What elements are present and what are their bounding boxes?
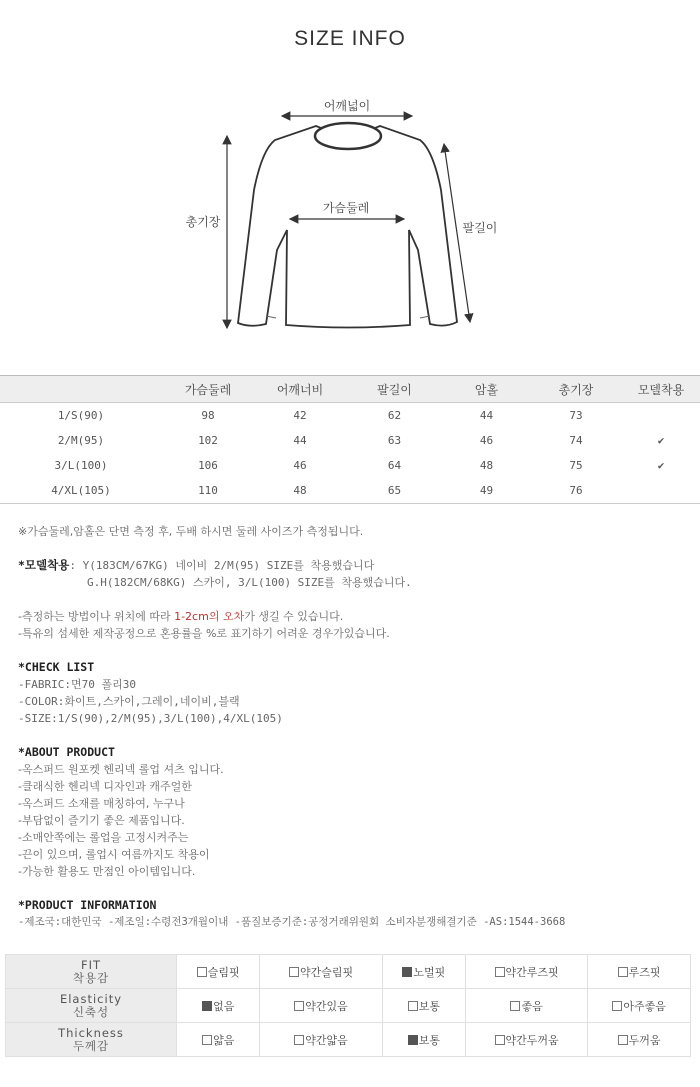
cell-shoulder: 42 <box>293 409 307 422</box>
cell-sleeve: 65 <box>346 478 443 504</box>
elasticity-option-label: 약간있음 <box>305 999 348 1013</box>
list-item: -클래식한 헨리넥 디자인과 캐주얼한 <box>18 780 192 793</box>
elasticity-option-label: 좋음 <box>521 999 543 1013</box>
checkbox-icon <box>495 1035 505 1045</box>
thickness-option-label: 얇음 <box>213 1033 235 1047</box>
error-note-post: 가 생길 수 있습니다. <box>244 610 344 623</box>
table-row <box>0 478 700 504</box>
checkbox-icon <box>618 967 628 977</box>
thickness-option-label: 약간두꺼움 <box>505 1033 559 1047</box>
fit-option <box>260 955 382 989</box>
cell-sleeve: 64 <box>387 459 402 472</box>
cell-length: 76 <box>530 478 622 504</box>
mix-note: -특유의 섬세한 제작공정으로 혼용률을 %로 표기하기 어려운 경우가있습니다. <box>18 627 390 640</box>
list-item: -부담없이 즐기기 좋은 제품입니다. <box>18 814 185 827</box>
cell-size: 2/M(95) <box>57 434 105 447</box>
model-line-2: G.H(182CM/68KG) 스카이, 3/L(100) SIZE를 착용했습니다. <box>87 576 412 589</box>
fit-option-label: 슬림핏 <box>207 965 240 979</box>
cell-shoulder: 46 <box>293 459 307 472</box>
cell-length: 73 <box>569 409 583 422</box>
measure-note: ※가슴둘레,암홀은 단면 측정 후, 두배 하시면 둘레 사이즈가 측정됩니다. <box>18 525 364 538</box>
fit-option <box>588 955 691 989</box>
chest-label: 가슴둘레 <box>322 201 370 215</box>
thickness-label-ko: 두께감 <box>72 1038 110 1053</box>
cell-length: 74 <box>569 434 583 447</box>
cell-chest: 106 <box>198 459 218 472</box>
thickness-label-en: Thickness <box>58 1025 124 1040</box>
list-item: -소매안쪽에는 롤업을 고정시켜주는 <box>18 831 189 844</box>
cell-chest: 110 <box>162 478 254 504</box>
thickness-option <box>588 1023 691 1057</box>
elasticity-label-ko: 신축성 <box>72 1004 110 1019</box>
checkbox-icon <box>618 1035 628 1045</box>
error-note-pre: -측정하는 방법이나 위치에 따라 <box>18 610 175 623</box>
checkbox-icon <box>294 1035 304 1045</box>
checkmark-icon: ✔ <box>657 434 665 447</box>
elasticity-option <box>177 989 260 1023</box>
thickness-row <box>6 1023 691 1057</box>
checkbox-checked-icon <box>402 967 412 977</box>
fit-label-en: FIT <box>80 957 102 972</box>
shoulder-label: 어깨넓이 <box>323 99 371 113</box>
checkmark-icon <box>622 403 700 429</box>
checkbox-icon <box>202 1035 212 1045</box>
checkbox-icon <box>510 1001 520 1011</box>
cell-sleeve: 62 <box>387 409 402 422</box>
product-info-heading: *PRODUCT INFORMATION <box>18 898 157 912</box>
checkbox-icon <box>197 967 207 977</box>
cell-sleeve: 63 <box>387 434 402 447</box>
model-heading: *모델착용 <box>18 558 70 572</box>
cell-armhole: 46 <box>479 434 494 447</box>
cell-armhole: 44 <box>479 409 494 422</box>
elasticity-option-label: 아주좋음 <box>623 999 666 1013</box>
cell-shoulder: 44 <box>293 434 307 447</box>
cell-armhole: 48 <box>479 459 494 472</box>
model-note <box>18 557 688 574</box>
size-table <box>0 375 700 504</box>
cell-length: 75 <box>569 459 583 472</box>
checkbox-checked-icon <box>202 1001 212 1011</box>
elasticity-option <box>260 989 382 1023</box>
checkbox-icon <box>289 967 299 977</box>
header-sleeve: 팔길이 <box>346 376 443 403</box>
list-item: -가능한 활용도 만점인 아이템입니다. <box>18 865 196 878</box>
length-label: 총기장 <box>185 215 221 229</box>
cell-size: 1/S(90) <box>57 409 105 422</box>
thickness-option <box>382 1023 465 1057</box>
elasticity-row <box>6 989 691 1023</box>
thickness-label <box>6 1023 177 1057</box>
check-list-heading: *CHECK LIST <box>18 660 95 674</box>
size-table-header <box>0 376 700 403</box>
cell-size: 3/L(100) <box>54 459 108 472</box>
thickness-option-label: 보통 <box>418 1033 440 1047</box>
about-product-heading: *ABOUT PRODUCT <box>18 745 115 759</box>
fit-option <box>382 955 465 989</box>
checkmark-icon: ✔ <box>657 459 665 472</box>
header-size <box>0 376 162 403</box>
page-title: SIZE INFO <box>294 27 406 50</box>
checkbox-icon <box>408 1001 418 1011</box>
list-item: -옥스퍼드 원포켓 헨리넥 롤업 셔츠 입니다. <box>18 763 224 776</box>
thickness-option <box>466 1023 588 1057</box>
shirt-outline <box>238 126 457 328</box>
checkbox-icon <box>495 967 505 977</box>
cell-shoulder: 48 <box>254 478 346 504</box>
fit-option-label: 약간슬림핏 <box>299 965 354 979</box>
fit-row <box>6 955 691 989</box>
fit-option <box>177 955 260 989</box>
list-item: -COLOR:화이트,스카이,그레이,네이비,블랙 <box>18 695 240 708</box>
table-row <box>0 428 700 453</box>
error-note-highlight: 1-2cm의 오차 <box>174 610 245 623</box>
list-item: -SIZE:1/S(90),2/M(95),3/L(100),4/XL(105) <box>18 712 283 725</box>
header-shoulder: 어깨너비 <box>254 376 346 403</box>
elasticity-option-label: 보통 <box>418 999 440 1013</box>
thickness-option <box>177 1023 260 1057</box>
fit-label-ko: 착용감 <box>72 970 110 985</box>
checkbox-icon <box>612 1001 622 1011</box>
header-length: 총기장 <box>530 376 622 403</box>
checkmark-icon <box>622 478 700 504</box>
elasticity-option <box>466 989 588 1023</box>
cell-chest: 102 <box>198 434 218 447</box>
table-row <box>0 403 700 429</box>
shirt-diagram <box>0 90 700 340</box>
checkbox-checked-icon <box>408 1035 418 1045</box>
elasticity-label <box>6 989 177 1023</box>
fit-option <box>466 955 588 989</box>
product-info-line: -제조국:대한민국 -제조일:수령전3개월이내 -품질보증기준:공정거래위원회 소비자분쟁해결기준 -AS:1544-3668 <box>18 916 566 928</box>
sleeve-label: 팔길이 <box>462 221 498 235</box>
list-item: -FABRIC:면70 폴리30 <box>18 678 136 691</box>
table-row <box>0 453 700 478</box>
model-line-1: : Y(183CM/67KG) 네이비 2/M(95) SIZE를 착용했습니다 <box>69 559 375 572</box>
error-note <box>18 608 688 625</box>
cell-size: 4/XL(105) <box>0 478 162 504</box>
fit-label <box>6 955 177 989</box>
shirt-collar <box>315 123 381 149</box>
fit-option-label: 루즈핏 <box>628 965 661 979</box>
fit-option-label: 노멀핏 <box>413 965 446 979</box>
header-model: 모델착용 <box>622 376 700 403</box>
elasticity-option-label: 없음 <box>213 999 235 1013</box>
list-item: -끈이 있으며, 롤업시 여름까지도 착용이 <box>18 848 210 861</box>
notes-section <box>18 523 688 931</box>
header-chest: 가슴둘레 <box>162 376 254 403</box>
thickness-option <box>260 1023 382 1057</box>
elasticity-option <box>382 989 465 1023</box>
cell-armhole: 49 <box>443 478 530 504</box>
elasticity-option <box>588 989 691 1023</box>
elasticity-label-en: Elasticity <box>59 991 123 1006</box>
list-item: -옥스퍼드 소재를 매칭하여, 누구나 <box>18 797 185 810</box>
fit-option-label: 약간루즈핏 <box>505 965 559 979</box>
thickness-option-label: 두꺼움 <box>628 1033 661 1047</box>
checkbox-icon <box>294 1001 304 1011</box>
fit-table <box>5 954 691 1057</box>
header-armhole: 암홀 <box>443 376 530 403</box>
cell-chest: 98 <box>201 409 215 422</box>
thickness-option-label: 약간얇음 <box>305 1033 348 1047</box>
